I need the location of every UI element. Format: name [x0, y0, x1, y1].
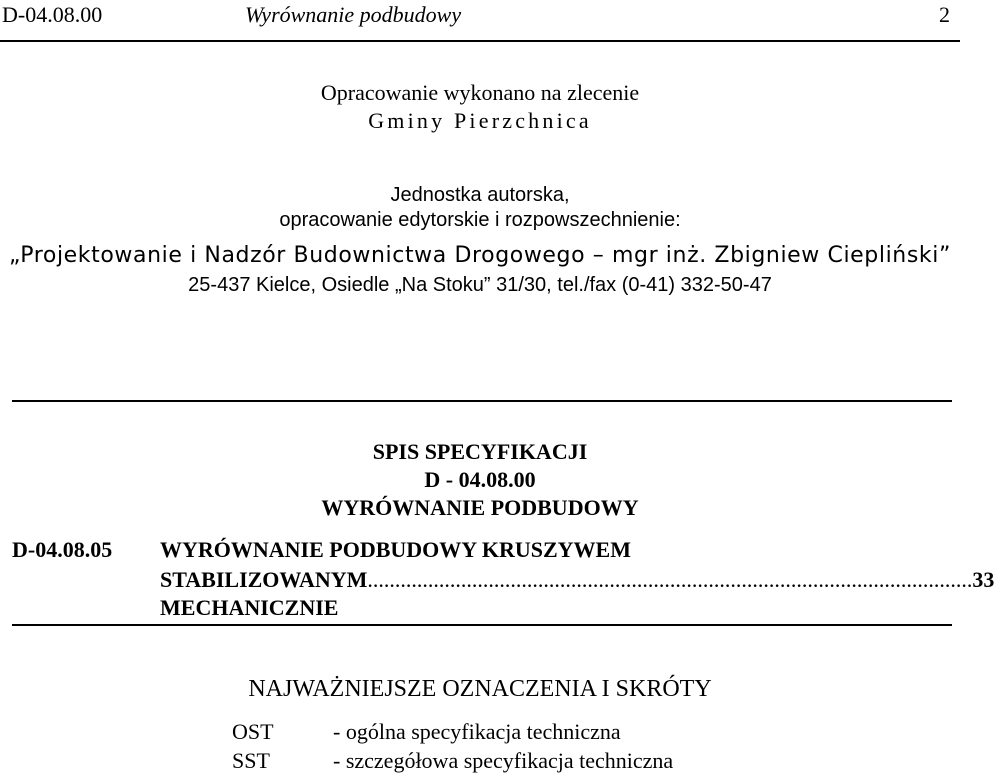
toc-entry-page: 33: [972, 567, 994, 592]
author-address: 25-437 Kielce, Osiedle „Na Stoku” 31/30, tel./fax (0-41) 332-50-47: [188, 274, 772, 296]
header-divider: [0, 40, 960, 42]
toc-entry-code: D-04.08.05: [12, 537, 113, 562]
toc-entry-title-line-2-text: STABILIZOWANYM MECHANICZNIE: [160, 567, 368, 620]
commission-line-1: Opracowanie wykonano na zlecenie: [320, 80, 640, 105]
abbreviation-value: - szczegółowa specyfikacja techniczna: [333, 748, 674, 773]
author-line-1: Jednostka autorska,: [390, 184, 570, 206]
abbreviation-value: - ogólna specyfikacja techniczna: [333, 719, 621, 744]
header-title: Wyrównanie podbudowy: [245, 2, 462, 27]
abbreviations-heading: NAJWAŻNIEJSZE OZNACZENIA I SKRÓTY: [248, 676, 712, 702]
abbreviation-key: SST: [232, 748, 270, 773]
toc-top-divider: [12, 400, 952, 402]
abbreviation-key: OST: [232, 719, 274, 744]
header-page-number: 2: [939, 2, 950, 27]
toc-entry-title-line-1: WYRÓWNANIE PODBUDOWY KRUSZYWEM: [160, 537, 631, 562]
toc-code: D - 04.08.00: [424, 467, 536, 492]
toc-heading: SPIS SPECYFIKACJI: [372, 439, 588, 464]
header-code: D-04.08.00: [2, 2, 103, 27]
toc-title: WYRÓWNANIE PODBUDOWY: [321, 495, 639, 520]
author-company: „Projektowanie i Nadzór Budownictwa Drogowego – mgr inż. Zbigniew Ciepliński”: [9, 243, 951, 268]
commission-line-2: Gminy Pierzchnica: [368, 108, 592, 133]
toc-bottom-divider: [12, 624, 952, 626]
author-line-2: opracowanie edytorskie i rozpowszechnienie:: [279, 209, 681, 231]
toc-entry-title-line-2: [160, 566, 994, 622]
toc-entry-leader-dots: ..............................................................................................................: [367, 567, 973, 592]
